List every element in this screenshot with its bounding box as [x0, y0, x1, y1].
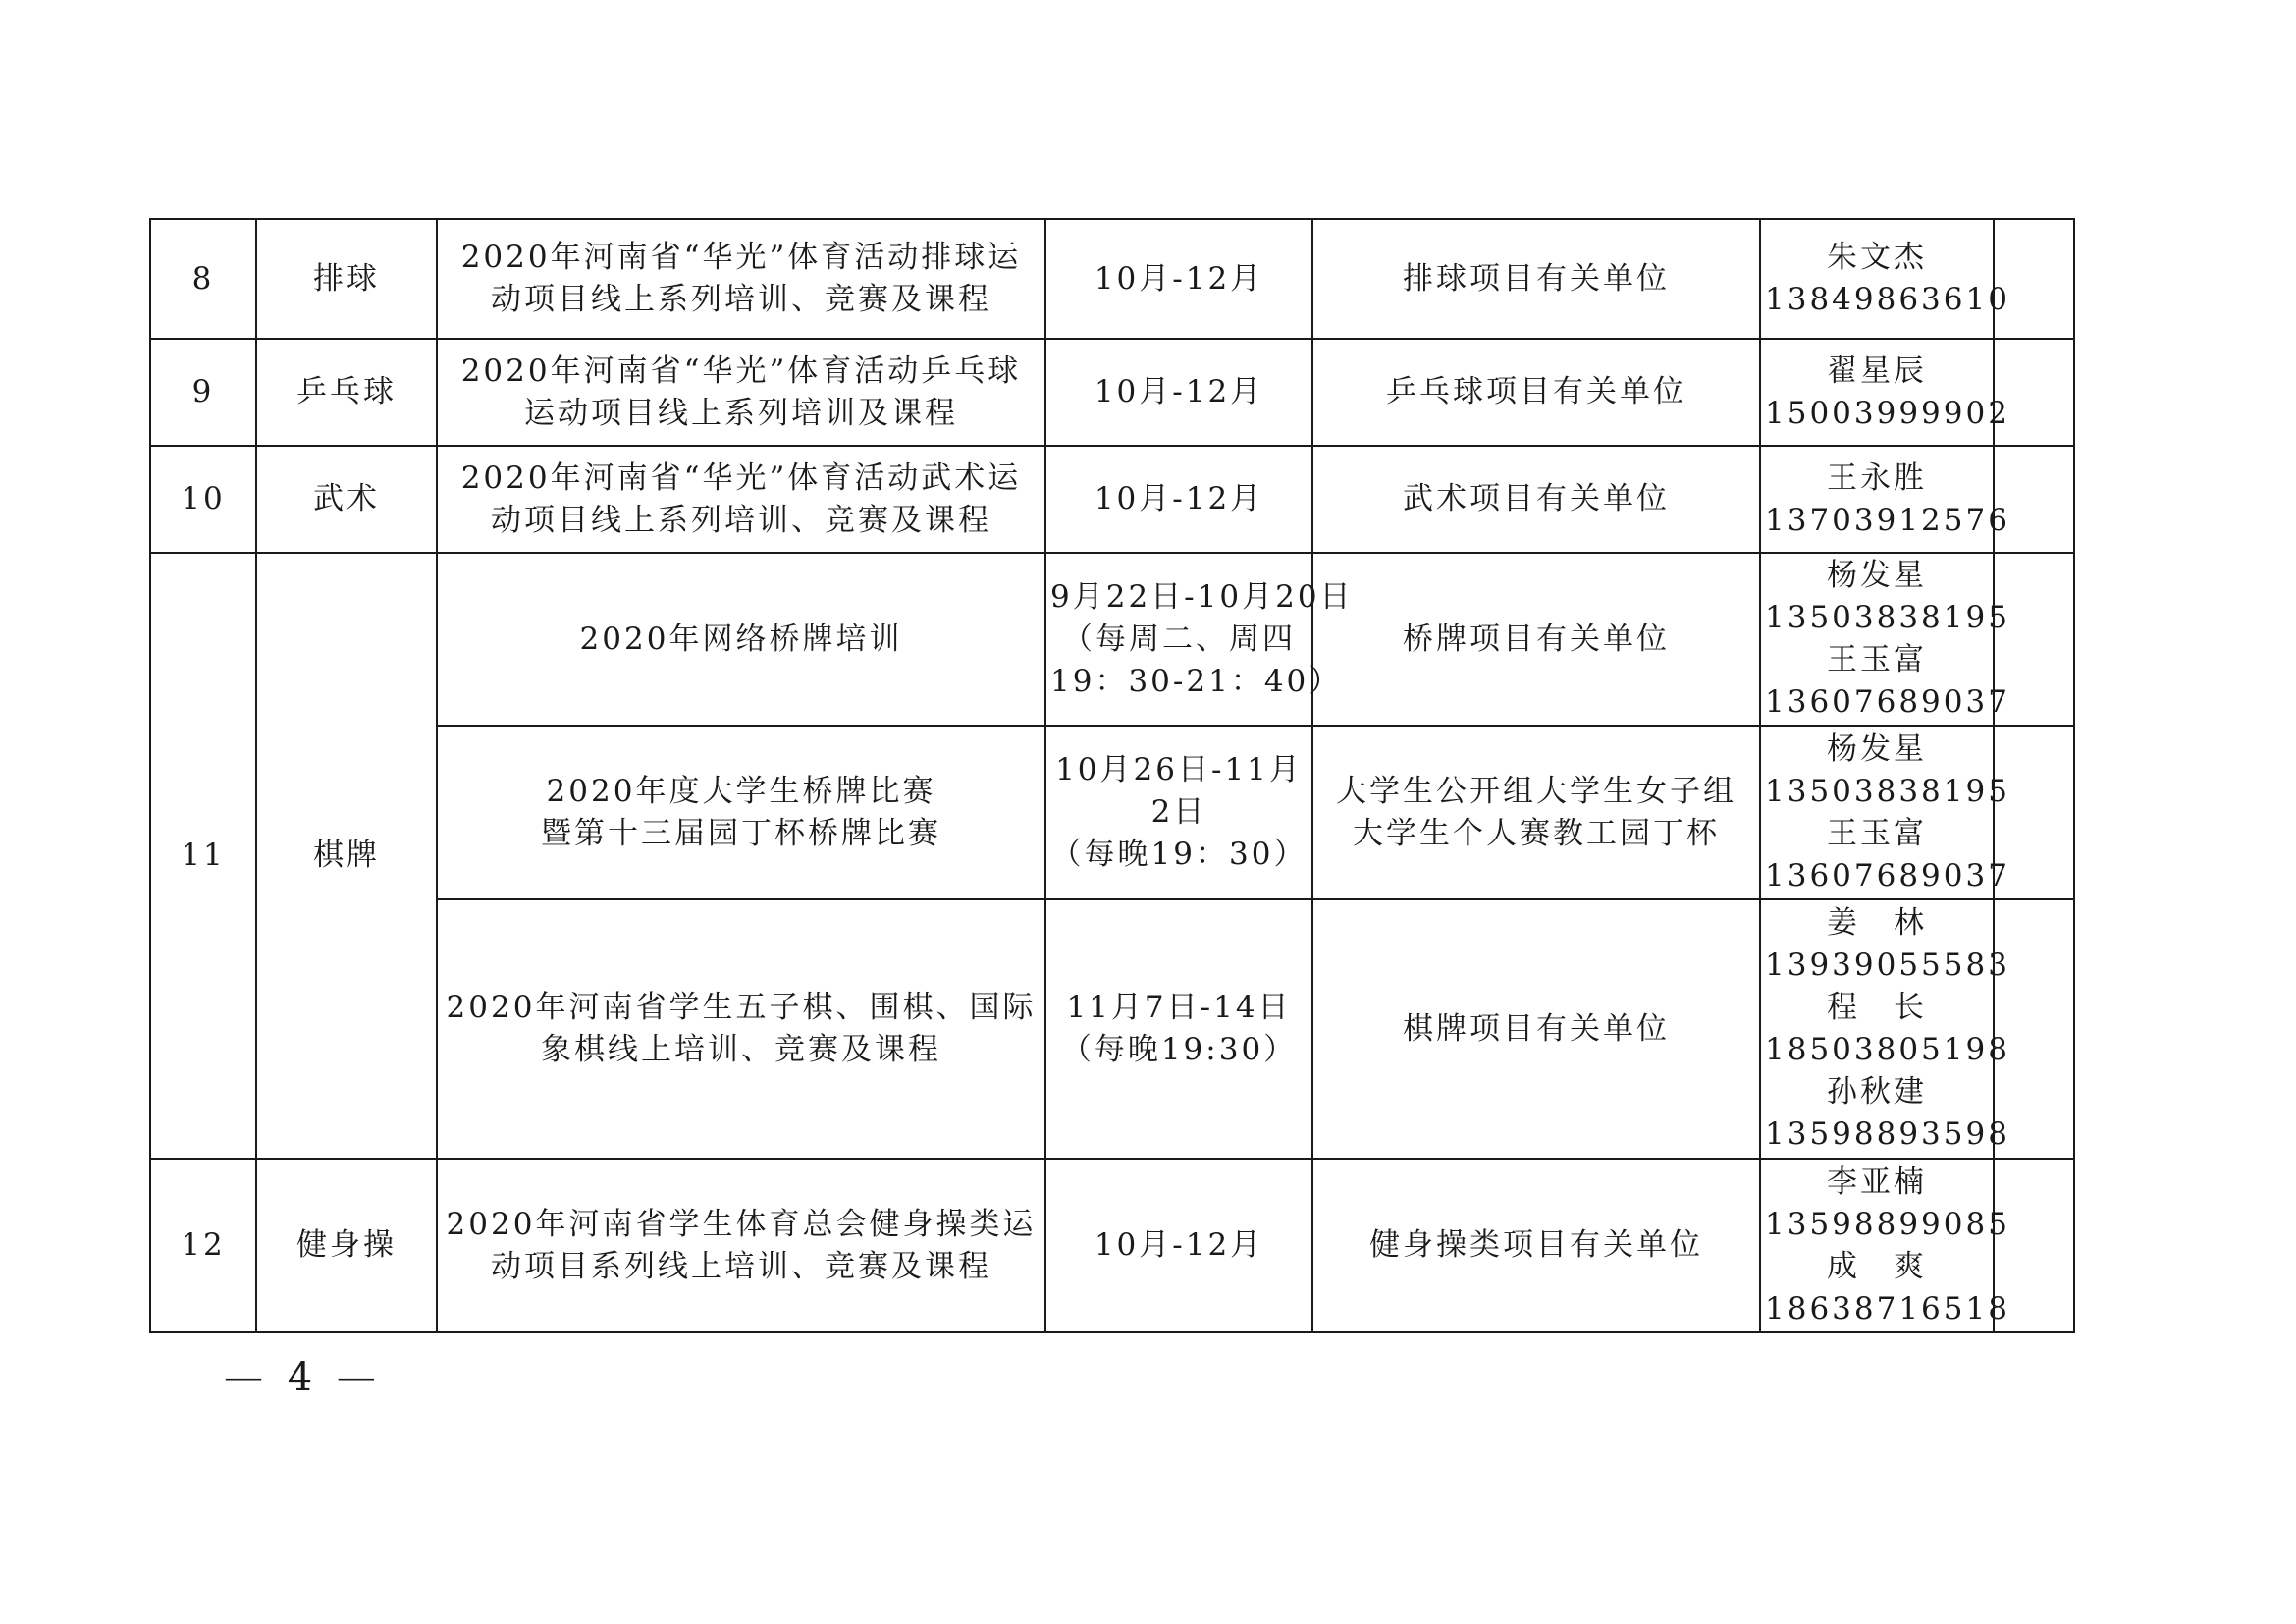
event-name: [437, 339, 1045, 446]
event-name-line: 2020年网络桥牌培训: [579, 621, 903, 657]
participating-unit-line: 武术项目有关单位: [1403, 481, 1670, 516]
event-time-line: （每周二、周四: [1062, 621, 1296, 657]
event-name-line: 2020年河南省学生五子棋、围棋、国际: [446, 990, 1037, 1025]
sport-project: 排球: [256, 219, 437, 339]
table-row: [150, 899, 2074, 1159]
schedule-table: [149, 218, 2075, 1333]
participating-unit-line: 大学生公开组大学生女子组: [1336, 773, 1736, 809]
participating-unit: [1312, 339, 1760, 446]
participating-unit-line: 排球项目有关单位: [1403, 260, 1670, 297]
sport-project: 武术: [256, 446, 437, 553]
event-name-line: 暨第十三届园丁杯桥牌比赛: [541, 815, 941, 851]
event-name-line: 2020年河南省“华光”体育活动乒乓球: [460, 352, 1022, 389]
contact-info-line: 王玉富: [1827, 815, 1927, 851]
table-row: [150, 553, 2074, 726]
participating-unit-line: 乒乓球项目有关单位: [1386, 374, 1686, 409]
contact-info-line: 王玉富: [1827, 642, 1927, 677]
event-time-line: 2日: [1150, 794, 1207, 830]
table-row: [150, 1159, 2074, 1332]
contact-info: [1760, 899, 2010, 1159]
contact-info: [1760, 1159, 2010, 1332]
event-name-line: 动项目线上系列培训、竞赛及课程: [491, 282, 991, 317]
table-row: [150, 446, 2074, 553]
event-time-line: 11月7日-14日: [1066, 990, 1292, 1025]
page-number: — 4 —: [224, 1355, 382, 1400]
event-time-line: （每晚19:30）: [1060, 1032, 1298, 1067]
sport-project: 健身操: [256, 1159, 437, 1332]
participating-unit: [1312, 899, 1760, 1159]
event-name-line: 2020年河南省“华光”体育活动排球运: [460, 240, 1022, 275]
event-name-line: 2020年河南省“华光”体育活动武术运: [460, 460, 1022, 496]
contact-info-line: 王永胜: [1827, 460, 1927, 496]
event-time-line: 10月-12月: [1094, 374, 1264, 409]
event-name: [437, 553, 1045, 726]
event-name-line: 动项目线上系列培训、竞赛及课程: [491, 502, 991, 538]
contact-info-line: 18638716518: [1765, 1290, 2010, 1326]
contact-info-line: 13607689037: [1765, 857, 2010, 893]
contact-info-line: 15003999902: [1765, 395, 2010, 431]
contact-info-line: 13598893598: [1765, 1116, 2010, 1152]
contact-info-line: 孙秋建: [1827, 1074, 1927, 1110]
event-time-line: 10月26日-11月: [1055, 752, 1303, 787]
contact-info-line: 13939055583: [1765, 947, 2010, 983]
contact-info: [1760, 339, 2010, 446]
event-name: [437, 1159, 1045, 1332]
event-name-line: 动项目系列线上培训、竞赛及课程: [491, 1248, 991, 1284]
row-number: 12: [150, 1159, 256, 1332]
participating-unit: [1312, 553, 1760, 726]
participating-unit-line: 健身操类项目有关单位: [1369, 1227, 1703, 1263]
contact-info-line: 翟星辰: [1827, 352, 1927, 389]
event-time: [1045, 219, 1312, 339]
contact-info-line: 程 长: [1827, 990, 1927, 1025]
contact-info: [1760, 219, 2010, 339]
participating-unit-line: 棋牌项目有关单位: [1403, 1010, 1670, 1047]
remark-cell: [1994, 219, 2074, 339]
participating-unit: [1312, 446, 1760, 553]
event-time: [1045, 339, 1312, 446]
contact-info-line: 13503838195: [1765, 600, 2010, 635]
table-row: [150, 219, 2074, 339]
sport-project: 乒乓球: [256, 339, 437, 446]
contact-info-line: 朱文杰: [1827, 240, 1927, 275]
event-name-line: 运动项目线上系列培训及课程: [524, 395, 958, 431]
table-row: [150, 726, 2074, 899]
row-number: 9: [150, 339, 256, 446]
event-time-line: 19：30-21：40）: [1050, 663, 1343, 699]
event-time-line: 9月22日-10月20日: [1050, 578, 1354, 615]
event-name-line: 2020年度大学生桥牌比赛: [546, 773, 936, 809]
contact-info-line: 13607689037: [1765, 684, 2010, 720]
contact-info-line: 李亚楠: [1827, 1164, 1927, 1200]
event-time: [1045, 726, 1312, 899]
event-time-line: 10月-12月: [1094, 481, 1264, 516]
row-number: 8: [150, 219, 256, 339]
event-name: [437, 899, 1045, 1159]
contact-info: [1760, 726, 2010, 899]
contact-info-line: 13849863610: [1765, 282, 2010, 317]
contact-info-line: 姜 林: [1827, 905, 1927, 941]
contact-info-line: 成 爽: [1827, 1248, 1927, 1284]
event-time-line: 10月-12月: [1094, 1227, 1264, 1263]
table-row: [150, 339, 2074, 446]
event-name: [437, 219, 1045, 339]
participating-unit: [1312, 726, 1760, 899]
event-name-line: 象棋线上培训、竞赛及课程: [541, 1032, 941, 1067]
participating-unit-line: 大学生个人赛教工园丁杯: [1353, 815, 1720, 851]
event-time: [1045, 1159, 1312, 1332]
contact-info-line: 18503805198: [1765, 1032, 2010, 1067]
event-time-line: 10月-12月: [1094, 260, 1264, 297]
contact-info-line: 杨发星: [1827, 558, 1927, 593]
participating-unit: [1312, 1159, 1760, 1332]
contact-info-line: 13503838195: [1765, 773, 2010, 809]
event-time: [1045, 446, 1312, 553]
event-name-line: 2020年河南省学生体育总会健身操类运: [446, 1206, 1037, 1242]
row-number: 11: [150, 553, 256, 1159]
event-name: [437, 446, 1045, 553]
event-time: [1045, 553, 1354, 726]
contact-info: [1760, 553, 2010, 726]
event-name: [437, 726, 1045, 899]
sport-project: 棋牌: [256, 553, 437, 1159]
contact-info: [1760, 446, 2010, 553]
contact-info-line: 杨发星: [1827, 731, 1927, 767]
participating-unit: [1312, 219, 1760, 339]
row-number: 10: [150, 446, 256, 553]
participating-unit-line: 桥牌项目有关单位: [1403, 621, 1670, 657]
contact-info-line: 13598899085: [1765, 1206, 2010, 1242]
event-time: [1045, 899, 1312, 1159]
event-time-line: （每晚19：30）: [1050, 837, 1308, 872]
contact-info-line: 13703912576: [1765, 502, 2010, 538]
